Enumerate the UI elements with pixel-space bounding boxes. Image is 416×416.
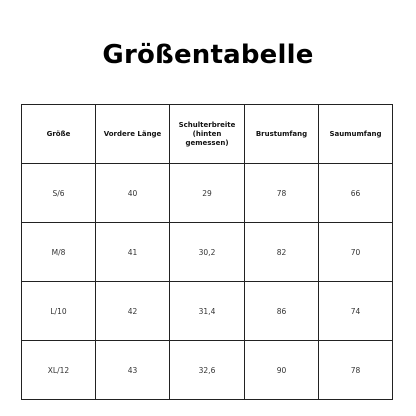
table-row bbox=[22, 282, 393, 341]
header-chest: Brustumfang bbox=[245, 105, 319, 164]
table-row bbox=[22, 341, 393, 400]
cell-front-length: 42 bbox=[96, 282, 170, 341]
table-header-row bbox=[22, 105, 393, 164]
cell-front-length: 40 bbox=[96, 164, 170, 223]
header-shoulder-width: Schulterbreite (hinten gemessen) bbox=[170, 105, 245, 164]
cell-chest: 82 bbox=[245, 223, 319, 282]
cell-shoulder-width: 29 bbox=[170, 164, 245, 223]
page-title: Größentabelle bbox=[102, 40, 314, 70]
cell-hem: 78 bbox=[319, 341, 393, 400]
cell-shoulder-width: 32,6 bbox=[170, 341, 245, 400]
cell-front-length: 43 bbox=[96, 341, 170, 400]
cell-chest: 86 bbox=[245, 282, 319, 341]
header-front-length: Vordere Länge bbox=[96, 105, 170, 164]
cell-hem: 70 bbox=[319, 223, 393, 282]
cell-size: M/8 bbox=[22, 223, 96, 282]
header-hem: Saumumfang bbox=[319, 105, 393, 164]
cell-shoulder-width: 31,4 bbox=[170, 282, 245, 341]
cell-shoulder-width: 30,2 bbox=[170, 223, 245, 282]
cell-size: S/6 bbox=[22, 164, 96, 223]
cell-front-length: 41 bbox=[96, 223, 170, 282]
header-size: Größe bbox=[22, 105, 96, 164]
cell-chest: 78 bbox=[245, 164, 319, 223]
cell-size: L/10 bbox=[22, 282, 96, 341]
cell-size: XL/12 bbox=[22, 341, 96, 400]
table-row bbox=[22, 223, 393, 282]
table-row bbox=[22, 164, 393, 223]
size-chart-table bbox=[21, 104, 393, 400]
cell-hem: 74 bbox=[319, 282, 393, 341]
cell-hem: 66 bbox=[319, 164, 393, 223]
cell-chest: 90 bbox=[245, 341, 319, 400]
